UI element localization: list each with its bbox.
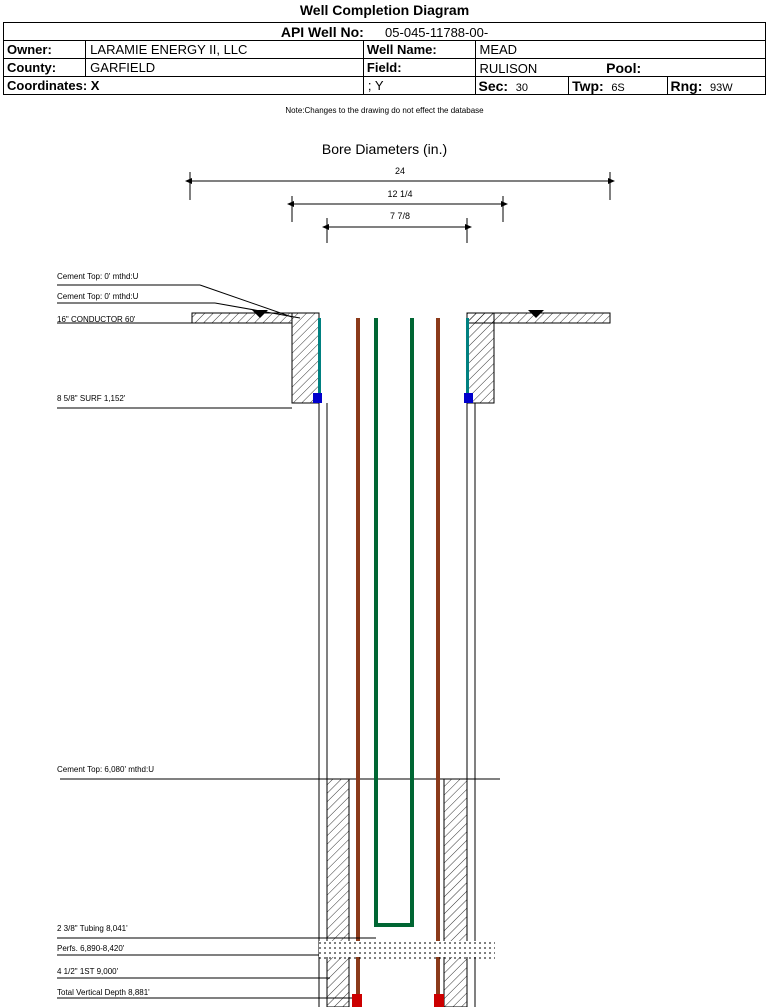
bore-dimension-lines xyxy=(190,172,610,243)
api-value: 05-045-11788-00- xyxy=(385,24,489,40)
tubing-string xyxy=(376,318,412,925)
twp-value: 6S xyxy=(611,81,625,94)
coordinates-value: ; Y xyxy=(363,77,475,95)
bore-dim-12-1-4: 12 1/4 xyxy=(387,189,413,199)
production-casing-label: 4 1/2" 1ST 9,000' xyxy=(57,967,119,976)
well-name-label: Well Name: xyxy=(363,41,475,59)
production-cement-left xyxy=(327,779,349,1007)
field-value-text: RULISON xyxy=(479,60,538,76)
page-title: Well Completion Diagram xyxy=(299,2,470,18)
surface-casing-indicator-right xyxy=(466,318,469,400)
cement-top-label-1: Cement Top: 0' mthd:U xyxy=(57,272,139,281)
owner-value: LARAMIE ENERGY II, LLC xyxy=(86,41,364,59)
surface-shoe-right xyxy=(464,393,473,403)
well-name-value: MEAD xyxy=(475,41,765,59)
surface-casing-label: 8 5/8" SURF 1,152' xyxy=(57,394,126,403)
sec-value: 30 xyxy=(515,81,528,94)
owner-label: Owner: xyxy=(4,41,86,59)
cement-top-label-3: Cement Top: 6,080' mthd:U xyxy=(57,765,154,774)
twp-label: Twp: xyxy=(572,77,604,94)
perfs-label: Perfs. 6,890-8,420' xyxy=(57,944,125,953)
county-label: County: xyxy=(4,59,86,77)
pool-label: Pool: xyxy=(606,59,642,76)
coordinates-label-text: Coordinates: X xyxy=(7,78,100,93)
county-value: GARFIELD xyxy=(86,59,364,77)
production-shoe-right xyxy=(434,994,444,1007)
production-shoe-left xyxy=(352,994,362,1007)
tvd-label: Total Vertical Depth 8,881' xyxy=(57,988,150,997)
surface-shoe-left xyxy=(313,393,322,403)
conductor-casing-right xyxy=(467,313,494,403)
production-casing-right xyxy=(436,318,440,1007)
production-cement-right xyxy=(444,779,467,1007)
bore-dim-7-7-8: 7 7/8 xyxy=(389,211,411,221)
bore-dim-24: 24 xyxy=(394,166,405,176)
conductor-casing-left xyxy=(292,313,319,403)
conductor-label: 16" CONDUCTOR 60' xyxy=(57,315,136,324)
cement-top-label-2: Cement Top: 0' mthd:U xyxy=(57,292,139,301)
tubing-label: 2 3/8" Tubing 8,041' xyxy=(57,924,128,933)
production-casing-left xyxy=(356,318,360,1007)
perforations-band xyxy=(319,941,495,958)
sec-label: Sec: xyxy=(478,77,509,94)
rng-label: Rng: xyxy=(670,77,703,94)
api-label: API Well No: xyxy=(280,23,364,40)
rng-value: 93W xyxy=(710,81,733,94)
surface-casing-indicator-left xyxy=(318,318,321,400)
field-label: Field: xyxy=(363,59,475,77)
conductor-cement-left xyxy=(192,313,292,323)
drawing-note: Note:Changes to the drawing do not effect the database xyxy=(285,106,484,115)
bore-diameters-title: Bore Diameters (in.) xyxy=(321,141,448,157)
